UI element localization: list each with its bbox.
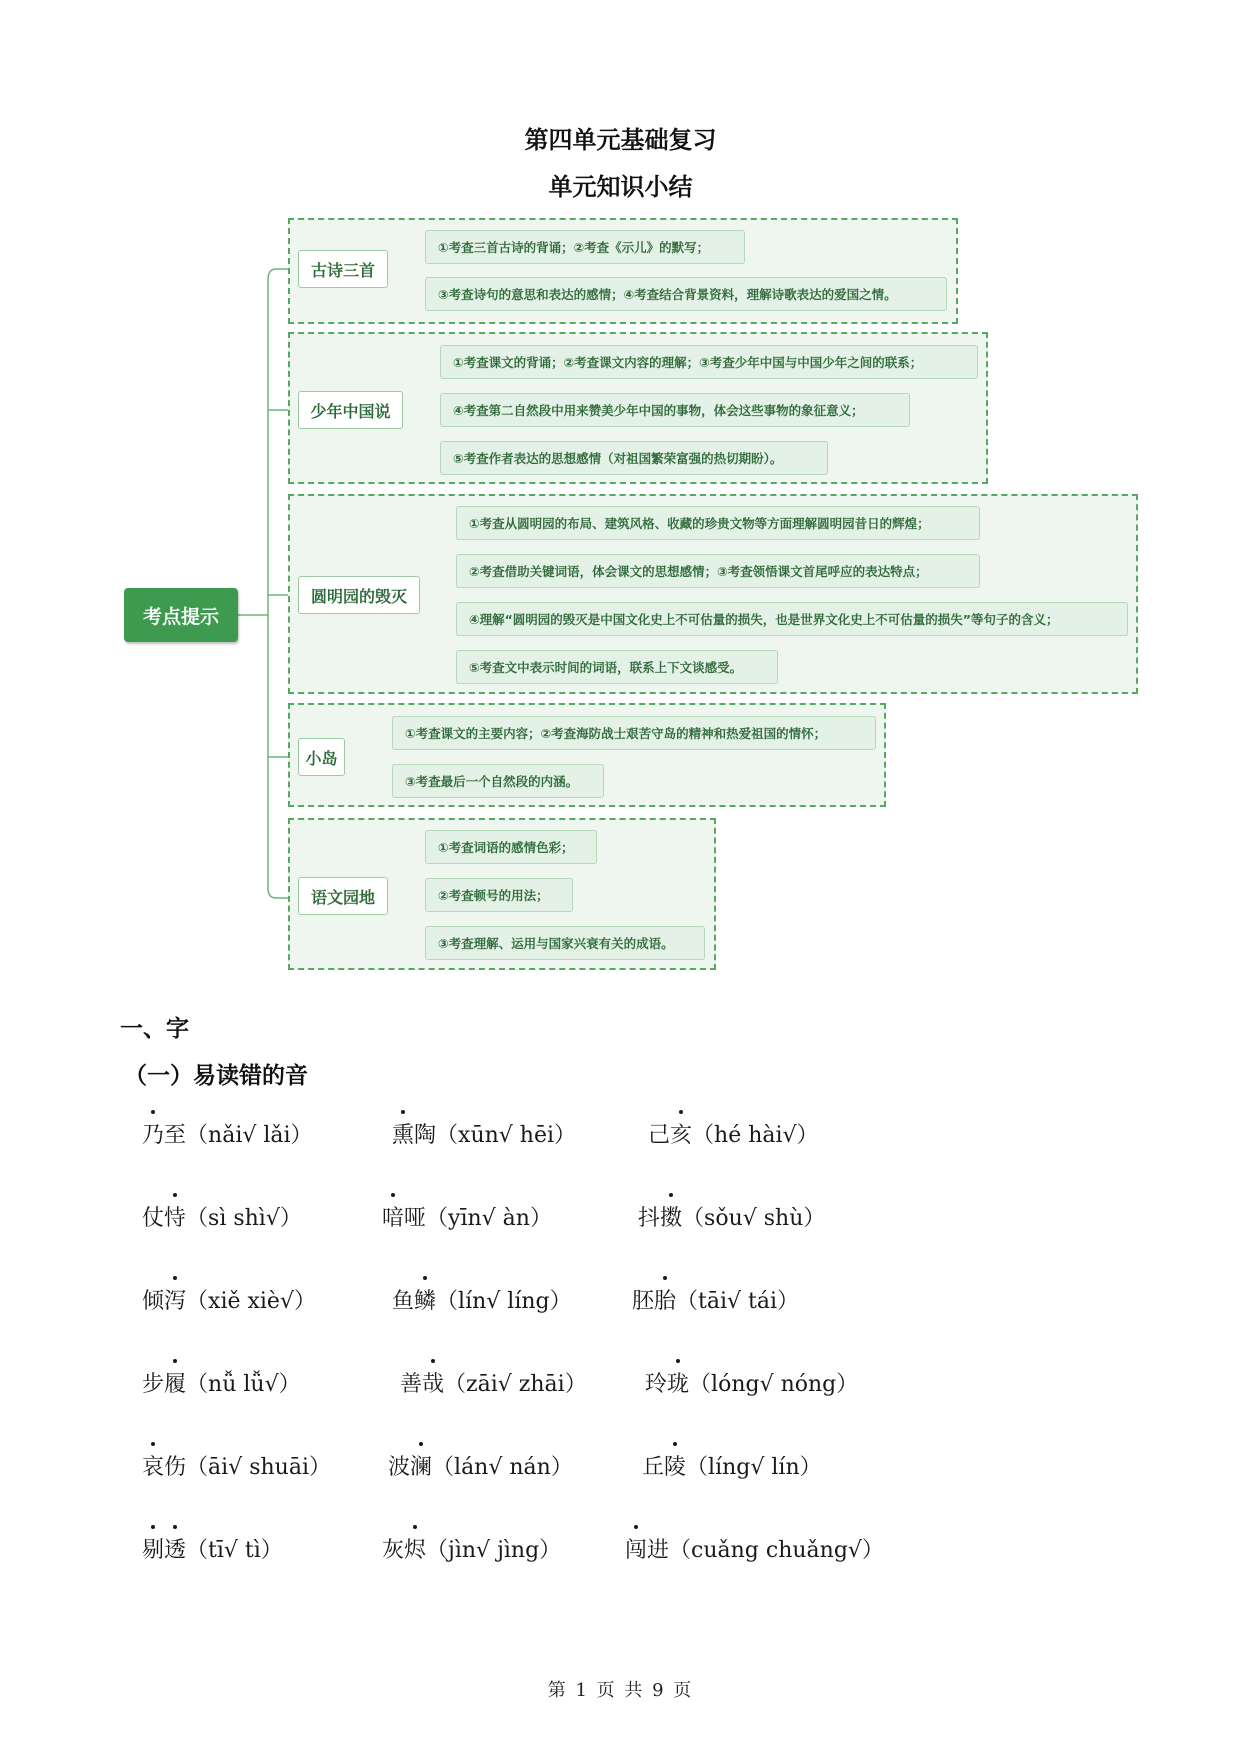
word-char-2: 亥 <box>670 1118 692 1149</box>
word-entry <box>392 1118 576 1149</box>
mind-map-item: ③考查诗句的意思和表达的感情；④考查结合背景资料，理解诗歌表达的爱国之情。 <box>425 277 947 311</box>
word-char-2: 烬 <box>404 1533 426 1564</box>
mind-map-item: ①考查词语的感情色彩； <box>425 830 597 864</box>
mind-map-item: ①考查从圆明园的布局、建筑风格、收藏的珍贵文物等方面理解圆明园昔日的辉煌； <box>456 506 980 540</box>
mind-map-item: ③考查理解、运用与国家兴衰有关的成语。 <box>425 926 705 960</box>
word-char-1: 闯 <box>625 1533 647 1564</box>
word-char-1: 胚 <box>632 1289 655 1314</box>
mind-map-item: ②考查借助关键词语，体会课文的思想感情；③考查领悟课文首尾呼应的表达特点； <box>456 554 980 588</box>
word-pinyin: （tī√ tì） <box>186 1538 283 1563</box>
word-entry <box>142 1284 316 1315</box>
mind-map-item: ④理解“圆明园的毁灭是中国文化史上不可估量的损失，也是世界文化史上不可估量的损失”等句子的含义； <box>456 602 1128 636</box>
word-char-1: 哀 <box>142 1450 164 1481</box>
word-char-1: 灰 <box>382 1538 405 1563</box>
word-pinyin: （cuǎng chuǎng√） <box>669 1538 884 1563</box>
word-entry <box>400 1367 587 1398</box>
mind-map-topic-4: 小岛 <box>298 738 345 776</box>
word-char-2: 至 <box>164 1123 187 1148</box>
word-pinyin: （nǚ lǚ√） <box>186 1372 301 1397</box>
word-entry <box>392 1284 572 1315</box>
word-char-1: 乃 <box>142 1118 164 1149</box>
word-char-2: 澜 <box>410 1450 432 1481</box>
word-pinyin: （líng√ lín） <box>686 1455 822 1480</box>
page-title: 第四单元基础复习 <box>524 125 717 154</box>
word-pinyin: （zāi√ zhāi） <box>444 1372 587 1397</box>
word-entry <box>388 1450 573 1481</box>
word-entry <box>382 1533 561 1564</box>
word-pinyin: （yīn√ àn） <box>426 1206 552 1231</box>
word-pinyin: （āi√ shuāi） <box>186 1455 331 1480</box>
word-char-1: 抖 <box>638 1206 661 1231</box>
mind-map-root: 考点提示 <box>124 588 238 642</box>
mind-map-item: ③考查最后一个自然段的内涵。 <box>392 764 604 798</box>
word-entry <box>142 1450 331 1481</box>
word-pinyin: （lín√ líng） <box>436 1289 572 1314</box>
word-char-1: 剔 <box>142 1533 164 1564</box>
page-subtitle: 单元知识小结 <box>548 172 693 201</box>
word-char-1: 喑 <box>382 1201 404 1232</box>
word-pinyin: （xūn√ hēi） <box>436 1123 577 1148</box>
word-char-2: 透 <box>164 1533 186 1564</box>
word-pinyin: （jìn√ jìng） <box>426 1538 562 1563</box>
word-pinyin: （lán√ nán） <box>432 1455 573 1480</box>
word-entry <box>625 1533 884 1564</box>
mind-map-topic-3: 圆明园的毁灭 <box>298 576 420 614</box>
page-footer: 第 1 页 共 9 页 <box>547 1680 694 1701</box>
word-char-2: 哑 <box>404 1206 427 1231</box>
word-char-2: 陵 <box>664 1450 686 1481</box>
word-entry <box>142 1118 313 1149</box>
section-heading: 一、字 <box>120 1015 189 1042</box>
mind-map-item: ①考查课文的主要内容；②考查海防战士艰苦守岛的精神和热爱祖国的情怀； <box>392 716 876 750</box>
word-char-1: 丘 <box>642 1455 665 1480</box>
word-entry <box>645 1367 858 1398</box>
word-char-2: 伤 <box>164 1455 187 1480</box>
word-pinyin: （xiě xiè√） <box>186 1289 316 1314</box>
word-char-1: 步 <box>142 1372 165 1397</box>
mind-map-item: ①考查三首古诗的背诵；②考查《示儿》的默写； <box>425 230 745 264</box>
word-char-2: 鳞 <box>414 1284 436 1315</box>
mind-map-topic-2: 少年中国说 <box>298 391 403 429</box>
word-char-2: 泻 <box>164 1284 186 1315</box>
word-char-2: 胎 <box>654 1284 676 1315</box>
mind-map-item: ①考查课文的背诵；②考查课文内容的理解；③考查少年中国与中国少年之间的联系； <box>440 345 978 379</box>
word-char-1: 熏 <box>392 1118 414 1149</box>
word-char-2: 擞 <box>660 1201 682 1232</box>
word-char-1: 善 <box>400 1372 423 1397</box>
word-char-2: 履 <box>164 1367 186 1398</box>
word-pinyin: （hé hài√） <box>692 1123 819 1148</box>
word-char-2: 陶 <box>414 1123 437 1148</box>
word-entry <box>642 1450 822 1481</box>
word-pinyin: （sǒu√ shù） <box>682 1206 826 1231</box>
word-char-2: 恃 <box>164 1201 186 1232</box>
word-char-1: 波 <box>388 1455 411 1480</box>
word-char-1: 仗 <box>142 1206 165 1231</box>
word-char-1: 己 <box>648 1123 671 1148</box>
mind-map-item: ⑤考查作者表达的思想感情（对祖国繁荣富强的热切期盼）。 <box>440 441 828 475</box>
word-entry <box>142 1367 301 1398</box>
word-entry <box>638 1201 825 1232</box>
mind-map-item: ②考查顿号的用法； <box>425 878 573 912</box>
word-char-1: 倾 <box>142 1289 165 1314</box>
mind-map-topic-1: 古诗三首 <box>298 250 388 288</box>
word-pinyin: （tāi√ tái） <box>676 1289 800 1314</box>
word-entry <box>648 1118 819 1149</box>
subsection-heading: （一）易读错的音 <box>124 1062 308 1089</box>
word-char-1: 玲 <box>645 1372 668 1397</box>
word-entry <box>142 1533 283 1564</box>
word-char-2: 珑 <box>667 1367 689 1398</box>
word-pinyin: （nǎi√ lǎi） <box>186 1123 313 1148</box>
mind-map-topic-5: 语文园地 <box>298 877 388 915</box>
word-entry <box>142 1201 302 1232</box>
mind-map-item: ④考查第二自然段中用来赞美少年中国的事物，体会这些事物的象征意义； <box>440 393 910 427</box>
word-char-2: 进 <box>647 1538 670 1563</box>
word-entry <box>382 1201 552 1232</box>
word-pinyin: （sì shì√） <box>186 1206 302 1231</box>
word-char-1: 鱼 <box>392 1289 415 1314</box>
word-entry <box>632 1284 799 1315</box>
word-pinyin: （lóng√ nóng） <box>689 1372 859 1397</box>
mind-map-item: ⑤考查文中表示时间的词语，联系上下文谈感受。 <box>456 650 778 684</box>
word-char-2: 哉 <box>422 1367 444 1398</box>
